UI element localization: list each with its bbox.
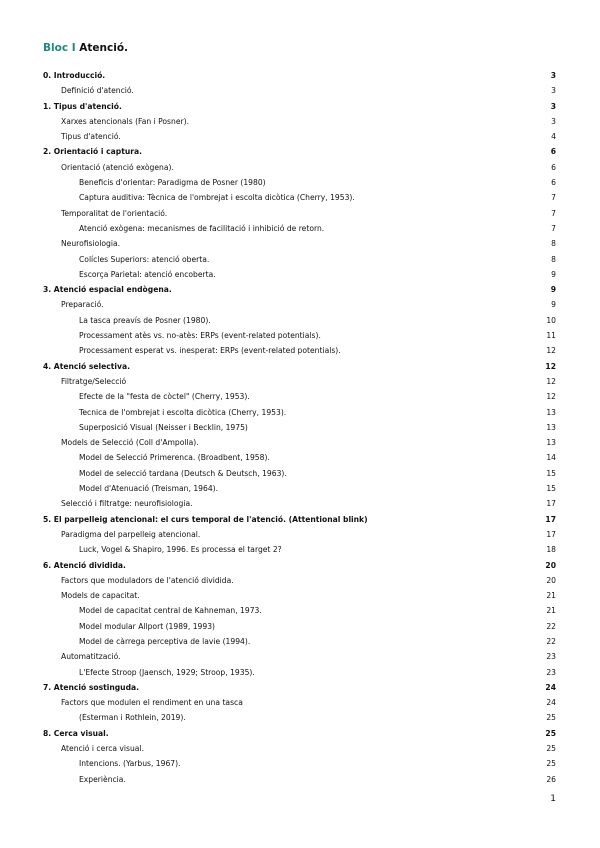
toc-entry-title: Model de capacitat central de Kahneman, 1973. xyxy=(79,606,262,616)
toc-entry-title: Model d'Atenuació (Treisman, 1964). xyxy=(79,484,219,494)
toc-entry-title: Paradigma del parpelleig atencional. xyxy=(61,529,201,539)
toc-entry-page: 12 xyxy=(546,346,556,356)
toc-entry[interactable] xyxy=(43,267,556,282)
toc-entry-title: 7. Atenció sostinguda. xyxy=(43,682,140,692)
toc-entry-page: 14 xyxy=(546,453,556,463)
toc-entry-title: Selecció i filtratge: neurofisiologia. xyxy=(61,499,193,509)
toc-entry-page: 22 xyxy=(546,636,556,646)
toc-entry-page: 7 xyxy=(551,193,556,203)
toc-entry[interactable] xyxy=(43,297,556,312)
toc-entry[interactable] xyxy=(43,619,556,634)
toc-entry[interactable] xyxy=(43,756,556,771)
toc-entry-title: Model de Selecció Primerenca. (Broadbent, 1958). xyxy=(79,453,270,463)
toc-entry[interactable] xyxy=(43,603,556,618)
toc-entry[interactable] xyxy=(43,512,556,527)
toc-entry-title: 1. Tipus d'atenció. xyxy=(43,101,122,111)
toc-entry-page: 10 xyxy=(546,315,556,325)
toc-entry-title: 0. Introducció. xyxy=(43,71,106,80)
toc-entry-title: Preparació. xyxy=(61,300,104,310)
toc-entry[interactable] xyxy=(43,558,556,573)
toc-entry-page: 7 xyxy=(551,208,556,218)
toc-entry-page: 22 xyxy=(546,621,556,631)
toc-entry-page: 15 xyxy=(546,484,556,494)
toc-entry[interactable] xyxy=(43,313,556,328)
toc-entry-page: 7 xyxy=(551,223,556,233)
toc-entry-page: 4 xyxy=(551,132,556,142)
toc-entry-title: Tecnica de l'ombrejat i escolta dicòtica (Cherry, 1953). xyxy=(79,407,287,417)
page-number: 1 xyxy=(550,794,556,804)
toc-entry-page: 6 xyxy=(551,178,556,188)
toc-entry-title: (Esterman i Rothlein, 2019). xyxy=(79,713,186,723)
toc-entry-title: La tasca preavís de Posner (1980). xyxy=(79,315,211,325)
toc-entry[interactable] xyxy=(43,328,556,343)
toc-entry-title: Factors que moduladors de l'atenció dividida. xyxy=(61,575,234,585)
toc-entry-page: 23 xyxy=(546,667,556,677)
title-bloc: Bloc I xyxy=(43,42,76,54)
toc-entry-title: Processament esperat vs. inesperat: ERPs (event-related potentials). xyxy=(79,346,341,356)
toc-entry[interactable] xyxy=(43,695,556,710)
toc-entry-title: Colícles Superiors: atenció oberta. xyxy=(79,254,210,264)
toc-entry-page: 6 xyxy=(551,162,556,172)
document-title xyxy=(43,42,128,54)
toc-entry-title: 2. Orientació i captura. xyxy=(43,147,142,157)
toc-entry[interactable] xyxy=(43,649,556,664)
toc-entry[interactable] xyxy=(43,68,556,83)
toc-entry-page: 25 xyxy=(546,744,556,754)
toc-entry[interactable] xyxy=(43,741,556,756)
toc-entry-title: L'Efecte Stroop (Jaensch, 1929; Stroop, 1935). xyxy=(79,667,255,677)
toc-entry-page: 9 xyxy=(551,300,556,310)
toc-entry[interactable] xyxy=(43,252,556,267)
toc-entry-title: Model de càrrega perceptiva de lavie (1994). xyxy=(79,636,251,646)
toc-entry[interactable] xyxy=(43,114,556,129)
toc-entry[interactable] xyxy=(43,680,556,695)
toc-entry-page: 17 xyxy=(546,529,556,539)
toc-entry[interactable] xyxy=(43,282,556,297)
toc-entry-page: 13 xyxy=(546,438,556,448)
toc-entry-page: 9 xyxy=(550,285,556,295)
toc-entry[interactable] xyxy=(43,435,556,450)
toc-entry-page: 3 xyxy=(551,116,556,126)
toc-entry[interactable] xyxy=(43,144,556,159)
toc-entry-page: 25 xyxy=(546,713,556,723)
toc-entry-title: 5. El parpelleig atencional: el curs temporal de l'atenció. (Attentional blink) xyxy=(43,514,368,524)
toc-entry-title: Model de selecció tardana (Deutsch & Deutsch, 1963). xyxy=(79,468,287,478)
toc-entry-title: Factors que modulen el rendiment en una tasca xyxy=(61,698,243,708)
toc-entry[interactable] xyxy=(43,405,556,420)
table-of-contents xyxy=(43,68,556,787)
toc-entry-page: 9 xyxy=(551,269,556,279)
toc-entry[interactable] xyxy=(43,496,556,511)
toc-entry-title: Beneficis d'orientar: Paradigma de Posner (1980) xyxy=(79,178,266,188)
toc-entry[interactable] xyxy=(43,206,556,221)
toc-entry-title: Efecte de la "festa de còctel" (Cherry, 1953). xyxy=(79,392,250,402)
toc-entry-page: 20 xyxy=(545,560,556,570)
toc-entry[interactable] xyxy=(43,665,556,680)
toc-entry-page: 15 xyxy=(546,468,556,478)
toc-entry-page: 13 xyxy=(546,422,556,432)
toc-entry[interactable] xyxy=(43,389,556,404)
toc-entry[interactable] xyxy=(43,190,556,205)
toc-entry-title: 3. Atenció espacial endògena. xyxy=(43,285,172,295)
toc-entry-page: 3 xyxy=(550,101,556,111)
toc-entry-page: 6 xyxy=(550,147,556,157)
toc-entry-page: 3 xyxy=(551,86,556,96)
toc-entry-title: Models de Selecció (Coll d'Ampolla). xyxy=(61,438,199,448)
toc-entry-title: 8. Cerca visual. xyxy=(43,728,109,738)
toc-entry-page: 24 xyxy=(546,698,556,708)
toc-entry-title: Captura auditiva: Tècnica de l'ombrejat i escolta dicòtica (Cherry, 1953). xyxy=(79,193,355,203)
toc-entry[interactable] xyxy=(43,634,556,649)
title-rest: Atenció. xyxy=(79,42,129,54)
toc-entry[interactable] xyxy=(43,175,556,190)
toc-entry-title: Escorça Parietal: atenció encoberta. xyxy=(79,269,216,279)
toc-entry-title: Atenció i cerca visual. xyxy=(61,744,144,754)
toc-entry-title: Neurofisiologia. xyxy=(61,239,121,249)
toc-entry-title: Luck, Vogel & Shapiro, 1996. Es processa el target 2? xyxy=(79,545,282,555)
toc-entry-title: Superposició Visual (Neisser i Becklin, 1975) xyxy=(79,422,248,432)
toc-entry-title: Xarxes atencionals (Fan i Posner). xyxy=(61,116,189,126)
toc-entry[interactable] xyxy=(43,83,556,98)
toc-entry[interactable] xyxy=(43,573,556,588)
toc-entry-title: Intencions. (Yarbus, 1967). xyxy=(79,759,181,769)
toc-entry[interactable] xyxy=(43,726,556,741)
toc-entry-page: 18 xyxy=(546,545,556,555)
toc-entry[interactable] xyxy=(43,343,556,358)
toc-entry-page: 21 xyxy=(546,591,556,601)
toc-entry-page: 11 xyxy=(546,331,556,341)
toc-entry-title: 6. Atenció dividida. xyxy=(43,560,126,570)
toc-entry[interactable] xyxy=(43,466,556,481)
toc-entry-title: Orientació (atenció exògena). xyxy=(61,162,174,172)
toc-entry-page: 25 xyxy=(546,759,556,769)
toc-entry-title: Experiència. xyxy=(79,774,126,784)
toc-entry[interactable] xyxy=(43,129,556,144)
toc-entry-title: Models de capacitat. xyxy=(61,591,140,601)
toc-entry-page: 8 xyxy=(551,239,556,249)
toc-entry-title: Atenció exògena: mecanismes de facilitació i inhibició de retorn. xyxy=(79,223,325,233)
toc-entry-title: Model modular Allport (1989, 1993) xyxy=(79,621,215,631)
toc-entry-page: 12 xyxy=(545,361,556,371)
toc-entry[interactable] xyxy=(43,221,556,236)
toc-entry-title: Automatització. xyxy=(61,652,121,662)
toc-entry-title: Definició d'atenció. xyxy=(61,86,134,96)
toc-entry-page: 3 xyxy=(550,71,556,80)
toc-entry[interactable] xyxy=(43,420,556,435)
toc-entry-title: Filtratge/Selecció xyxy=(61,376,127,386)
toc-entry-page: 25 xyxy=(545,728,556,738)
toc-entry-title: Tipus d'atenció. xyxy=(61,132,121,142)
toc-entry[interactable] xyxy=(43,374,556,389)
toc-entry[interactable] xyxy=(43,359,556,374)
toc-entry-page: 12 xyxy=(546,392,556,402)
toc-entry[interactable] xyxy=(43,772,556,787)
toc-entry[interactable] xyxy=(43,481,556,496)
toc-entry[interactable] xyxy=(43,710,556,725)
toc-entry[interactable] xyxy=(43,542,556,557)
toc-entry-page: 13 xyxy=(546,407,556,417)
toc-entry-page: 8 xyxy=(551,254,556,264)
toc-entry[interactable] xyxy=(43,160,556,175)
toc-entry[interactable] xyxy=(43,588,556,603)
toc-entry[interactable] xyxy=(43,236,556,251)
toc-entry[interactable] xyxy=(43,99,556,114)
toc-entry-title: Temporalitat de l'orientació. xyxy=(61,208,168,218)
toc-entry-title: Processament atès vs. no-atès: ERPs (event-related potentials). xyxy=(79,331,321,341)
toc-entry-page: 17 xyxy=(546,499,556,509)
toc-entry[interactable] xyxy=(43,450,556,465)
toc-entry-page: 17 xyxy=(545,514,556,524)
toc-entry-page: 23 xyxy=(546,652,556,662)
toc-entry-page: 21 xyxy=(546,606,556,616)
toc-entry-page: 26 xyxy=(546,774,556,784)
toc-entry-page: 12 xyxy=(546,376,556,386)
toc-entry-page: 24 xyxy=(545,682,556,692)
toc-entry[interactable] xyxy=(43,527,556,542)
toc-entry-title: 4. Atenció selectiva. xyxy=(43,361,130,371)
toc-entry-page: 20 xyxy=(546,575,556,585)
